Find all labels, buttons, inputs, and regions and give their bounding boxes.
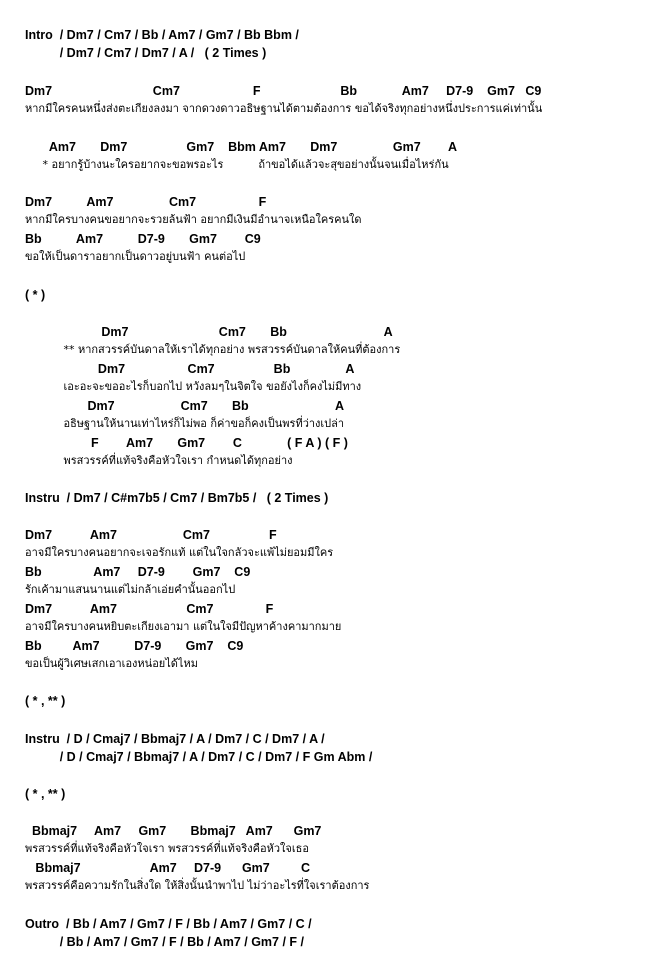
chorus-chord-line-2: Dm7 Cm7 Bb A [25,362,355,376]
verse2-lyric-line-3: อาจมีใครบางคนหยิบตะเกียงเอามา แต่ในใจมีปัญหาค้างคามากมาย [25,620,342,633]
chorus-lyric-line-4: พรสวรรค์ที่แท้จริงคือหัวใจเรา กำหนดได้ทุกอย่าง [25,454,293,467]
verse1-lyric-line-2: หากมีใครบางคนขอยากจะรวยล้นฟ้า อยากมีเงินมีอำนาจเหนือใครคนใด [25,213,362,226]
repeat-mark-1: ( * ) [25,288,46,302]
verse1-chord-line-1: Dm7 Cm7 F Bb Am7 D7-9 Gm7 C9 [25,84,542,98]
bridge-chord-line-1: Bbmaj7 Am7 Gm7 Bbmaj7 Am7 Gm7 [25,824,322,838]
outro-line-2: / Bb / Am7 / Gm7 / F / Bb / Am7 / Gm7 / F / [25,935,304,949]
verse2-lyric-line-4: ขอเป็นผู้วิเศษเสกเอาเองหน่อยได้ไหม [25,657,198,670]
repeat-mark-3: ( * , ** ) [25,787,66,801]
verse2-chord-line-1: Dm7 Am7 Cm7 F [25,528,277,542]
verse2-chord-line-2: Bb Am7 D7-9 Gm7 C9 [25,565,251,579]
intro-line-2: / Dm7 / Cm7 / Dm7 / A / ( 2 Times ) [25,46,267,60]
prechorus-chord-line: Am7 Dm7 Gm7 Bbm Am7 Dm7 Gm7 A [25,140,458,154]
instrumental-line-1: Instru / Dm7 / C#m7b5 / Cm7 / Bm7b5 / ( 2 Times ) [25,491,329,505]
verse1-lyric-line-1: หากมีใครคนหนึ่งส่งตะเกียงลงมา จากดวงดาวอธิษฐานได้ตามต้องการ ขอได้จริงทุกอย่างหนึ่งประการแค่เท่านั้น [25,102,543,115]
chorus-lyric-line-2: เอะอะจะขออะไรก็บอกไป หวังลมๆในจิตใจ ขอยังไงก็คงไม่มีทาง [25,380,362,393]
chorus-lyric-line-1: ** หากสวรรค์บันดาลให้เราได้ทุกอย่าง พรสวรรค์บันดาลให้คนที่ต้องการ [25,343,401,356]
verse1-chord-line-3: Bb Am7 D7-9 Gm7 C9 [25,232,261,246]
outro-line-1: Outro / Bb / Am7 / Gm7 / F / Bb / Am7 / Gm7 / C / [25,917,312,931]
verse1-chord-line-2: Dm7 Am7 Cm7 F [25,195,267,209]
verse2-chord-line-3: Dm7 Am7 Cm7 F [25,602,274,616]
chorus-chord-line-1: Dm7 Cm7 Bb A [25,325,393,339]
instrumental-line-2b: / D / Cmaj7 / Bbmaj7 / A / Dm7 / C / Dm7 / F Gm Abm / [25,750,373,764]
verse1-lyric-line-3: ขอให้เป็นดาราอยากเป็นดาวอยู่บนฟ้า คนต่อไป [25,250,246,263]
prechorus-lyric-line: * อยากรู้บ้างนะใครอยากจะขอพรอะไร ถ้าขอได้แล้วจะสุขอย่างนั้นจนเมื่อไหร่กัน [25,158,449,171]
verse2-lyric-line-1: อาจมีใครบางคนอยากจะเจอรักแท้ แต่ในใจกลัวจะแพ้ไม่ยอมมีใคร [25,546,334,559]
chorus-chord-line-3: Dm7 Cm7 Bb A [25,399,345,413]
bridge-lyric-line-2: พรสวรรค์คือความรักในสิ่งใด ให้สิ่งนั้นนำพาไป ไม่ว่าอะไรที่ใจเราต้องการ [25,879,370,892]
repeat-mark-2: ( * , ** ) [25,694,66,708]
bridge-chord-line-2: Bbmaj7 Am7 D7-9 Gm7 C [25,861,311,875]
verse2-chord-line-4: Bb Am7 D7-9 Gm7 C9 [25,639,244,653]
instrumental-line-2a: Instru / D / Cmaj7 / Bbmaj7 / A / Dm7 / C / Dm7 / A / [25,732,325,746]
bridge-lyric-line-1: พรสวรรค์ที่แท้จริงคือหัวใจเรา พรสวรรค์ที่แท้จริงคือหัวใจเธอ [25,842,309,855]
verse2-lyric-line-2: รักเค้ามาแสนนานแต่ไม่กล้าเอ่ยคำนั้นออกไป [25,583,236,596]
chorus-lyric-line-3: อธิษฐานให้นานเท่าไหร่ก็ไม่พอ ก็ค่าขอก็คงเป็นพรที่ว่างเปล่า [25,417,345,430]
chorus-chord-line-4: F Am7 Gm7 C ( F A ) ( F ) [25,436,348,450]
intro-line-1: Intro / Dm7 / Cm7 / Bb / Am7 / Gm7 / Bb Bbm / [25,28,299,42]
